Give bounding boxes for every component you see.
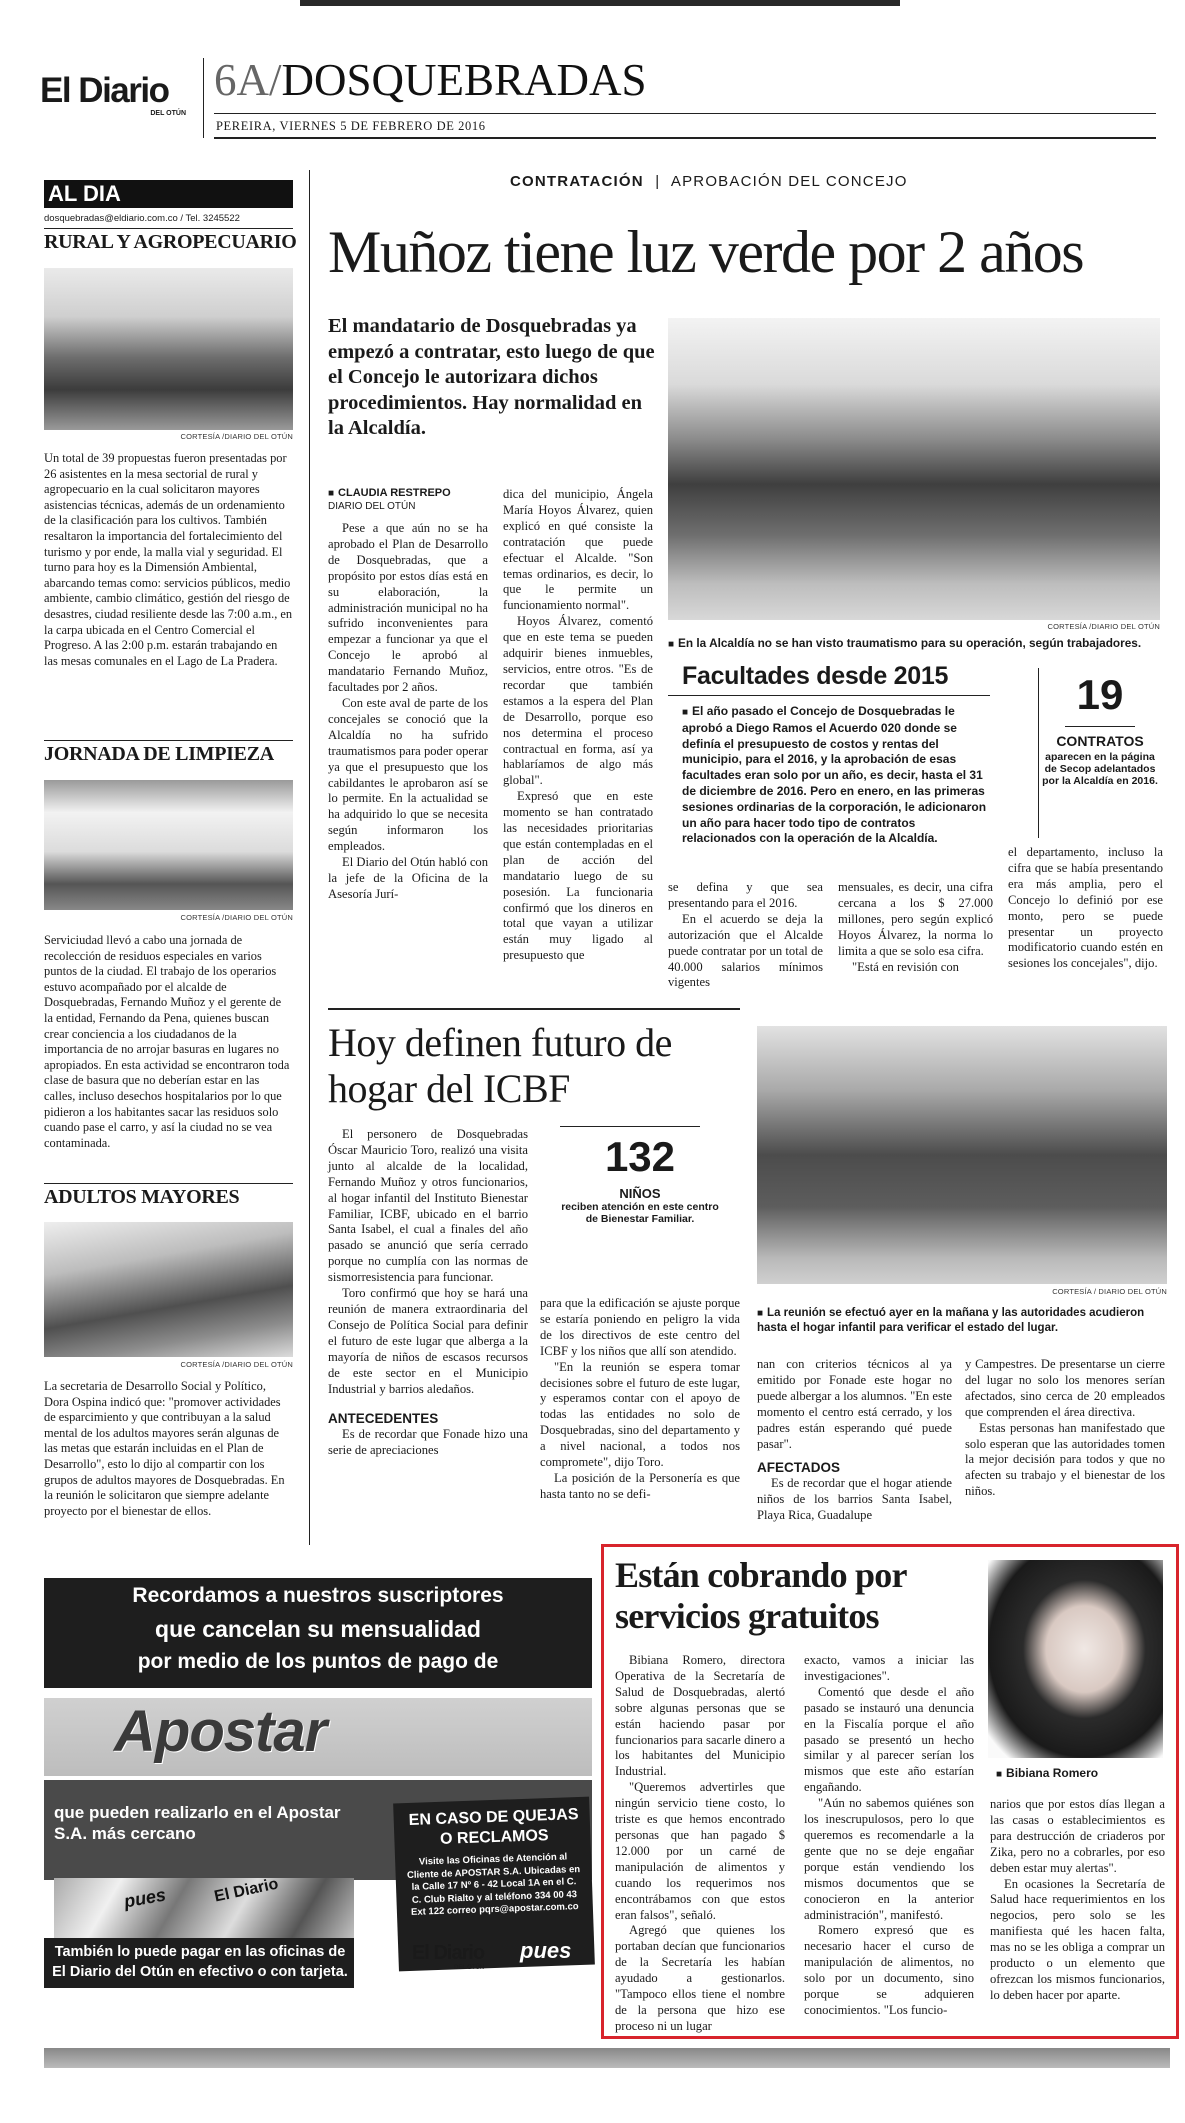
article1-col2: dica del municipio, Ángela María Hoyos Álvarez, quien explicó en qué consiste la contratación que puede efectuar el Alcalde. "Son temas ordinarios, es decir, lo que le permite un funcionamiento normal". Hoyos Álvarez, comentó que en este tema se pueden adquirir bienes inmuebles, servicios, entre otros. "Es de recordar que también estamos a la espera del Plan de Desarrollo, porque eso nos determina el proceso contractual en forma, así ya hablaríamos de algo más global". Expresó que en este momento se han contratado las necesidades prioritarias que están contempladas en el plan de acción del mandatario luego de su posesión. La funcionaria confirmó que los dineros en total que vayan a utilizar están muy ligado al presupuesto que [503,487,653,963]
sidebar-rule [44,740,293,741]
rural-text: Un total de 39 propuestas fueron presentadas por 26 asistentes en la mesa sectorial de rural y agropecuario en la cual solicitaron mayores asistencias técnicas, además de un ordenamiento de la clasificación para los cultivos. También resaltaron la importancia del fortalecimiento del turismo y por ende, la malla vial y seguridad. El turno para hoy es la Dimensión Ambiental, abarcando temas como: servicios públicos, medio ambiente, cambio climático, gestión del riesgo de desastres, ciudad resiliente desde las 7:00 a.m., en la carpa ubicada en el Centro Comercial el Progreso. A las 2:00 p.m. estarán trabajando en las mesas comunales en el Lago de La Pradera. [44,451,293,668]
article3-col1: Bibiana Romero, directora Operativa de la Secretaría de Salud de Dosquebradas, alertó sobre algunas personas que se están haciendo pasar por funcionarios para sacarle dinero a los habitantes del Municipio Industrial. "Queremos advertirles que ningún servicio tiene costo, lo triste es que hemos encontrado personas que han pagado $ 12.000 por un carné de manipulación de alimentos y cuando los requerimos nos encontrábamos con que estos eran falsos", señaló. Agregó que quienes los portaban decían que funcionarios de la Secretaría les habían ayudado a gestionarlos. "Tampoco ellos tiene el nombre de la persona que hizo ese proceso ni un lugar [615,1653,785,2033]
facultades-title: Facultades desde 2015 [682,662,949,690]
stat-rule [560,1126,700,1127]
article2-col2: para que la edificación se ajuste porque se estaría poniendo en peligro la vida de los directivos de este centro del ICBF y los niños que allí son atendido. "En la reunión se espera tomar decisiones sobre el futuro de este lugar, y esperamos contar con el apoyo de todas las entidades no solo de Dosquebradas, sino del departamento y a nivel nacional, a todos nos compromete", dijo Toro. La posición de la Personería es que hasta tanto no se defi- [540,1296,740,1501]
stat-divider [1038,668,1039,838]
byline-name: ■ CLAUDIA RESTREPO [328,487,488,499]
garbage-truck-photo [44,780,293,910]
sidebar-contact: dosquebradas@eldiario.com.co / Tel. 3245522 [44,213,240,224]
afectados-subhead: AFECTADOS [757,1460,840,1476]
contracts-stat [1040,670,1160,787]
adultos-text: La secretaria de Desarrollo Social y Político, Dora Ospina indicó que: "promover actividades de esparcimiento y que contribuyan a la salud mental de los adultos mayores serán algunas de las metas que estarán incluidas en el Plan de Desarrollo", esto lo dijo al compartir con los grupos de adultos mayores de Dosquebradas. En la reunión le solicitaron que siempre adelante proyecto por el bienestar de ellos. [44,1379,285,1518]
kicker-left: CONTRATACIÓN [510,173,644,190]
ninos-stat [560,1132,720,1225]
alcaldia-photo-credit: CORTESÍA /DIARIO DEL OTÚN [1047,622,1160,631]
dateline: PEREIRA, VIERNES 5 DE FEBRERO DE 2016 [216,119,486,133]
article1-col1: Pese a que aún no se ha aprobado el Plan de Desarrollo de Dosquebradas, que a propósito por estos días está en su elaboración, la administración municipal no ha sufrido inconvenientes para empezar a funcionar ya que el Concejo le aprobó al mandatario Fernando Muñoz, facultades por 2 años. Con este aval de parte de los concejales se conoció que la Alcaldía no ha sufrido traumatismos para poder operar ya que el presupuesto que los cabildantes le aprobaron así se lo permite. En la actualidad se ha adquirido lo que se necesita según informaron los empleados. El Diario del Otún habló con la jefe de la Oficina de la Asesoría Jurí- [328,521,488,901]
ad-line4: que pueden realizarlo en el Apostar S.A. más cercano [54,1803,341,1843]
adultos-photo-credit: CORTESÍA /DIARIO DEL OTÚN [180,1360,293,1369]
elderly-group-photo [44,1222,293,1357]
limpieza-photo-credit: CORTESÍA /DIARIO DEL OTÚN [180,913,293,922]
ad-logo-eldiario: El Diario DEL OTÚN [412,1942,485,1971]
logo-sub: DEL OTÚN [150,110,186,117]
bibiana-romero-portrait [988,1560,1163,1758]
icbf-photo-credit: CORTESÍA / DIARIO DEL OTÚN [1052,1287,1167,1296]
article1-byline [328,487,488,512]
alcaldia-photo-caption: ■ En la Alcaldía no se han visto traumatismo para su operación, según trabajadores. [668,636,1168,652]
section-title: DOSQUEBRADAS [281,55,647,105]
article-divider [328,1008,740,1010]
stat-desc: aparecen en la página de Secop adelantados por la Alcaldía en 2016. [1042,751,1158,787]
article1-col4: mensuales, es decir, una cifra cercana a los $ 27.000 millones, pero según explicó Hoyos Álvarez, la norma lo limita a que se solo esa cifra. "Está en revisión con [838,880,993,974]
sidebar-heading-adultos: ADULTOS MAYORES [44,1186,240,1208]
bottom-strip [44,2048,1170,2068]
sidebar-column-rule [309,170,310,1545]
rural-meeting-photo [44,268,293,430]
article1-col3: se defina y que sea presentando para el 2016. En el acuerdo se deja la autorización que el Alcalde puede contratar por un total de 40.000 salarios mínimos vigentes [668,880,823,990]
top-crop-mark [0,0,1185,6]
facultades-text: ■ El año pasado el Concejo de Dosquebradas le aprobó a Diego Ramos el Acuerdo 020 donde se definía el presupuesto de costos y rentas del municipio, para el 2016, y la aprobación de esas facultades eran solo por un año, es decir, hasta el 31 de diciembre de 2016. Pero en enero, en las primeras sesiones ordinarias de la corporación, le adicionaron un año para hacer todo tipo de contratos relacionados con la operación de la Alcaldía. [668,704,990,847]
newspaper-title-1: El Diario [212,1875,280,1906]
stat-number: 19 [1076,671,1124,718]
header-rule [214,113,1156,114]
page-heading [214,54,647,106]
newspaper-title-2: pues [122,1884,168,1912]
article2-col3: nan con criterios técnicos al ya emitido por Fonade este hogar no puede albergar a los alumnos. "En este momento el centro está cerrado, y los padres están esperando qué puede pasar". AFECTADOS Es de recordar que el hogar atiende niños de los barrios Santa Isabel, Playa Rica, Guadalupe [757,1357,952,1523]
byline-outlet: DIARIO DEL OTÚN [328,501,416,512]
ad-logo-pues: pues [514,1938,577,1964]
complaints-text: Visite las Oficinas de Atención al Cliente de APOSTAR S.A. Ubicadas en la Calle 17 Nº 6 - 42 Local 1A en el C. C. Club Rialto y al teléfono 334 00 43 Ext 122 correo pqrs@apostar.com.co [406,1851,581,1918]
ad-line2: que cancelan su mensualidad [155,1616,481,1642]
limpieza-text: Serviciudad llevó a cabo una jornada de recolección de residuos especiales en varios puntos de la ciudad. El trabajo de los operarios estuvo acompañado por el alcalde de Dosquebradas, Fernando Muñoz y el gerente de la entidad, Fernando da Pena, quienes buscan crear conciencia a los ciudadanos de la importancia de no arrojar basuras en lugares no apropiados. En esta actividad se encontraron toda clase de basura que no deberían estar en las calles, incluso desechos hospitalarios por lo que pidieron a los habitantes sacar las residuos solo cuando pase el carro, y así la ciudad no se vea contaminada. [44,933,290,1150]
apostar-ad [44,1578,592,1988]
header-rule-2 [214,137,1156,139]
sidebar-heading-rural: RURAL Y AGROPECUARIO [44,231,297,253]
icbf-meeting-photo [757,1026,1167,1284]
header-divider [203,58,204,138]
antecedentes-subhead: ANTECEDENTES [328,1411,439,1427]
ninos-desc: reciben atención en este centro de Bienestar Familiar. [561,1201,719,1225]
ninos-number: 132 [604,1133,676,1180]
ad-line3: por medio de los puntos de pago de [137,1650,499,1673]
masthead-logo [40,72,190,117]
article1-col5: el departamento, incluso la cifra que se había presentando era más amplia, pero el Concejo lo definió por ese monto, pero se puede presentar un proyecto modificatorio cuando estén en sesiones los concejales", dijo. [1008,845,1163,971]
logo-main: El Diario [40,71,169,110]
icbf-photo-caption: ■ La reunión se efectuó ayer en la mañana y las autoridades acudieron hasta el hogar infantil para verificar el estado del lugar. [757,1306,1167,1336]
sidebar-rule [44,228,293,229]
sidebar-rule [44,1183,293,1184]
apostar-logo: Apostar [114,1699,327,1764]
ninos-label: NIÑOS [619,1186,661,1201]
article3-col3: narios que por estos días llegan a las casas o establecimientos es para destrucción de criaderos por Zika, pero no a cobrarles, por eso deben estar muy alertas". En ocasiones la Secretaría de Salud hace requerimientos en los negocios, pero solo se les manifiesta qué les hacen falta, mas no se les obliga a comprar un producto o un elemento que ofrezcan los mismos funcionarios, lo deben hacer por aparte. [990,1797,1165,2002]
article3-headline: Están cobrando por servicios gratuitos [615,1555,907,1636]
rural-photo-credit: CORTESÍA /DIARIO DEL OTÚN [180,432,293,441]
article3-col2: exacto, vamos a iniciar las investigaciones". Comentó que desde el año pasado se instauró una denuncia en la Fiscalía porque el año pasado se presentó un hecho similar y al parecer serían los mismos que este año estarían engañando. "Aún no sabemos quiénes son los inescrupulosos, pero lo que queremos es recomendarle a la gente que no se deje engañar porque están vendiendo los mismos documentos que se conocieron en la anterior administración", manifestó. Romero expresó que es necesario hacer el curso de manipulación de alimentos, no solo por un documento, sino porque se adquieren conocimientos. "Los funcio- [804,1653,974,2017]
alcaldia-building-photo [668,318,1160,620]
article1-headline: Muñoz tiene luz verde por 2 años [328,219,1084,285]
facultades-box [668,662,990,847]
stat-label: CONTRATOS [1056,733,1144,749]
page-number: 6A/ [214,55,282,105]
sidebar-heading-limpieza: JORNADA DE LIMPIEZA [44,743,274,765]
complaints-title: EN CASO DE QUEJAS O RECLAMOS [408,1806,579,1848]
article1-kicker: CONTRATACIÓN | APROBACIÓN DEL CONCEJO [510,173,908,190]
article2-col4: y Campestres. De presentarse un cierre del lugar no solo los menores serían afectados, sino cerca de 20 empleados que comprenden el área directiva. Estas personas han manifestado que solo esperan que las autoridades tomen la mejor decisión para todos y que no afecten su trabajo y el bienestar de los niños. [965,1357,1165,1499]
article2-col1: El personero de Dosquebradas Óscar Mauricio Toro, realizó una visita junto al alcalde de la localidad, Fernando Muñoz y otros funcionarios, al hogar infantil del Instituto Bienestar Familiar, ICBF, ubicado en el barrio Santa Isabel, el cual a finales del año pasado se anunció que sería cerrado porque no cumplía con las normas de sismorresistencia para funcionar. Toro confirmó que hoy se hará una reunión de manera extraordinaria del Consejo de Política Social para definir el futuro de este lugar que alberga a la mayoría de niños de escasos recursos de este sector en el Municipio Industrial y barrios aledaños. ANTECEDENTES Es de recordar que Fonade hizo una serie de apreciaciones [328,1127,528,1458]
al-dia-tag: AL DIA [44,180,293,208]
kicker-right: APROBACIÓN DEL CONCEJO [670,173,908,190]
portrait-caption: ■ Bibiana Romero [996,1766,1098,1782]
article2-headline: Hoy definen futuro de hogar del ICBF [328,1020,672,1111]
ad-bottom-text: También lo puede pagar en las oficinas de El Diario del Otún en efectivo o con tarjeta. [52,1944,348,1980]
ad-line1: Recordamos a nuestros suscriptores [132,1584,504,1607]
article1-deck: El mandatario de Dosquebradas ya empezó a contratar, esto luego de que el Concejo le autorizara dichos procedimientos. Hay normalidad en la Alcaldía. [328,315,655,439]
